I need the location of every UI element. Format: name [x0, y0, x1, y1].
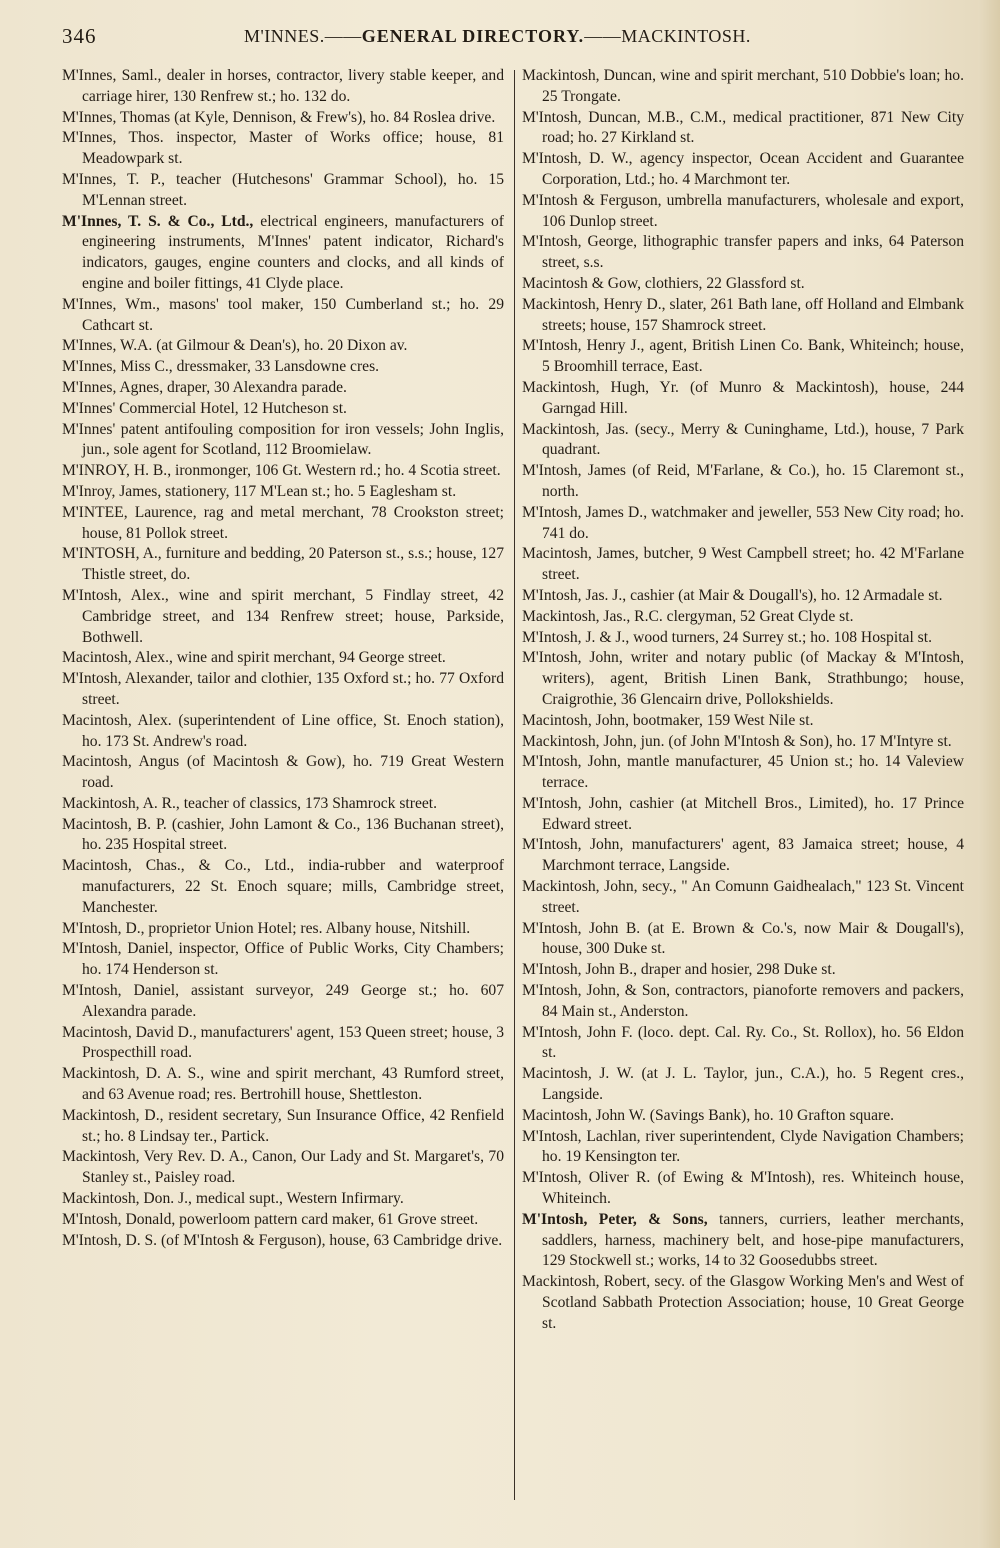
- directory-entry: [522, 544, 964, 586]
- directory-entry: [62, 1023, 504, 1065]
- directory-entry: [522, 66, 964, 108]
- directory-entry: [522, 420, 964, 462]
- right-column: [522, 66, 964, 1335]
- entry-text: M'Intosh, John B., draper and hosier, 298 Duke st.: [522, 961, 836, 979]
- entry-text: Macintosh, Alex., wine and spirit merchant, 94 George street.: [62, 649, 446, 667]
- entry-text: M'INTOSH, A., furniture and bedding, 20 Paterson st., s.s.; house, 127 Thistle street, do.: [62, 545, 504, 584]
- directory-entry: [522, 960, 964, 981]
- entry-text: M'Intosh, John, writer and notary public (of Mackay & M'Intosh, writers), agent, British Linen Bank, Strathbungo; house, Craigrothie, 36 Glencairn drive, Pollokshields.: [522, 649, 964, 708]
- directory-entry: [62, 461, 504, 482]
- entry-bold-name: M'Innes, T. S. & Co., Ltd.,: [62, 212, 254, 230]
- directory-entry: [522, 274, 964, 295]
- entry-text: M'Intosh, John, & Son, contractors, pianoforte removers and packers, 84 Main st., Anderston.: [522, 982, 964, 1020]
- directory-entry: [522, 648, 964, 710]
- entry-text: M'Intosh, Lachlan, river superintendent, Clyde Navigation Chambers; ho. 19 Kensington ter.: [522, 1127, 964, 1166]
- entry-text: M'Innes, Thomas (at Kyle, Dennison, & Frew's), ho. 84 Roslea drive.: [62, 108, 496, 126]
- directory-entry: [62, 378, 504, 399]
- directory-entry: [522, 919, 964, 961]
- page-header: [62, 24, 968, 58]
- entry-text: Mackintosh, A. R., teacher of classics, 173 Shamrock street.: [62, 794, 438, 812]
- entry-text: M'Intosh, Alexander, tailor and clothier, 135 Oxford st.; ho. 77 Oxford street.: [62, 670, 504, 708]
- entry-text: M'Intosh, Alex., wine and spirit merchant, 5 Findlay street, 42 Cambridge street, and 134 Renfrew street; house, Parkside, Bothwell.: [62, 586, 504, 646]
- entry-text: Mackintosh, Jas., R.C. clergyman, 52 Great Clyde st.: [522, 607, 854, 625]
- entry-text: Macintosh, B. P. (cashier, John Lamont & Co., 136 Buchanan street), ho. 235 Hospital street.: [62, 815, 504, 854]
- directory-entry: [62, 482, 504, 503]
- entry-text: M'Intosh, D. S. (of M'Intosh & Ferguson), house, 63 Cambridge drive.: [62, 1231, 503, 1249]
- directory-entry: [62, 170, 504, 212]
- entry-text: M'Intosh, J. & J., wood turners, 24 Surrey st.; ho. 108 Hospital st.: [522, 628, 932, 646]
- entry-text: Mackintosh, Henry D., slater, 261 Bath lane, off Holland and Elmbank streets; house, 157 Shamrock street.: [522, 295, 964, 334]
- directory-entry: [62, 295, 504, 337]
- entry-text: M'Innes, Saml., dealer in horses, contractor, livery stable keeper, and carriage hirer, 130 Renfrew st.; ho. 132 do.: [62, 67, 504, 105]
- directory-entry: [62, 66, 504, 108]
- entry-text: Mackintosh, Hugh, Yr. (of Munro & Mackintosh), house, 244 Garngad Hill.: [522, 378, 964, 417]
- directory-entry: [522, 1272, 964, 1334]
- directory-entry: [62, 648, 504, 669]
- entry-text: M'Innes, Wm., masons' tool maker, 150 Cumberland st.; ho. 29 Cathcart st.: [62, 295, 504, 334]
- entry-text: M'Intosh, George, lithographic transfer papers and inks, 64 Paterson street, s.s.: [522, 233, 964, 272]
- entry-text: Macintosh, Chas., & Co., Ltd., india-rubber and waterproof manufacturers, 22 St. Enoch square; mills, Cambridge street, Manchester.: [62, 857, 504, 916]
- entry-text: M'Intosh, John, manufacturers' agent, 83 Jamaica street; house, 4 Marchmont terrace, Langside.: [522, 836, 964, 875]
- directory-entry: [522, 1168, 964, 1210]
- column-divider: [514, 70, 515, 1500]
- entry-bold-name: M'Intosh, Peter, & Sons,: [522, 1210, 708, 1228]
- entry-text: Mackintosh, John, jun. (of John M'Intosh & Son), ho. 17 M'Intyre st.: [522, 732, 952, 750]
- directory-entry: [62, 981, 504, 1023]
- running-head: [244, 26, 751, 47]
- running-head-center: GENERAL DIRECTORY.: [361, 26, 585, 46]
- directory-entry: [62, 420, 504, 462]
- entry-text: M'Intosh, Daniel, assistant surveyor, 249 George st.; ho. 607 Alexandra parade.: [62, 982, 504, 1020]
- directory-entry: [62, 586, 504, 648]
- entry-text: M'Intosh, Jas. J., cashier (at Mair & Dougall's), ho. 12 Armadale st.: [522, 586, 943, 604]
- entry-text: M'Innes, W.A. (at Gilmour & Dean's), ho. 20 Dixon av.: [62, 337, 408, 355]
- entry-text: electrical engineers, manufacturers of engineering instruments, M'Innes' patent indicator, Richard's indicators, gauges, engine counters and clocks, and all kinds of engine and boiler fittings, 41 Clyde place.: [82, 212, 505, 292]
- directory-entry: [522, 108, 964, 150]
- entry-text: Mackintosh, Don. J., medical supt., Western Infirmary.: [62, 1190, 404, 1208]
- directory-entry: [62, 1064, 504, 1106]
- entry-text: M'Innes, Thos. inspector, Master of Works office; house, 81 Meadowpark st.: [62, 129, 504, 168]
- entry-text: M'Intosh, Donald, powerloom pattern card maker, 61 Grove street.: [62, 1210, 479, 1228]
- directory-entry: [522, 461, 964, 503]
- entry-text: Mackintosh, Jas. (secy., Merry & Cuninghame, Ltd.), house, 7 Park quadrant.: [522, 420, 964, 459]
- entry-text: M'Intosh, John, mantle manufacturer, 45 Union st.; ho. 14 Valeview terrace.: [522, 753, 964, 792]
- entry-text: tanners, curriers, leather merchants, saddlers, harness, machinery belt, and hose-pipe manufacturers, 129 Stockwell st.; works, 14 to 32 Goosedubbs street.: [542, 1210, 964, 1270]
- entry-text: Mackintosh, Duncan, wine and spirit merchant, 510 Dobbie's loan; ho. 25 Trongate.: [522, 67, 964, 105]
- entry-text: M'Intosh, John B. (at E. Brown & Co.'s, now Mair & Dougall's), house, 300 Duke st.: [522, 919, 964, 958]
- directory-entry: [62, 939, 504, 981]
- directory-entry: [62, 1231, 504, 1252]
- directory-entry: [522, 835, 964, 877]
- directory-entry: [62, 357, 504, 378]
- entry-text: M'Intosh, James D., watchmaker and jeweller, 553 New City road; ho. 741 do.: [522, 503, 964, 542]
- entry-text: Macintosh & Gow, clothiers, 22 Glassford st.: [522, 274, 805, 292]
- entry-text: Macintosh, John W. (Savings Bank), ho. 10 Grafton square.: [522, 1106, 895, 1124]
- directory-entry: [62, 399, 504, 420]
- directory-entry: [522, 794, 964, 836]
- directory-entry: [62, 212, 504, 295]
- entry-text: M'Intosh, Henry J., agent, British Linen Co. Bank, Whiteinch; house, 5 Broomhill terrace, East.: [522, 337, 964, 376]
- entry-text: M'INROY, H. B., ironmonger, 106 Gt. Western rd.; ho. 4 Scotia street.: [62, 462, 501, 480]
- directory-entry: [62, 108, 504, 129]
- running-head-right: ——MACKINTOSH.: [584, 26, 751, 46]
- page-edge: [978, 0, 1000, 1548]
- directory-entry: [62, 1147, 504, 1189]
- entry-text: Mackintosh, John, secy., " An Comunn Gaidhealach," 123 St. Vincent street.: [522, 878, 964, 916]
- directory-entry: [522, 336, 964, 378]
- directory-entry: [522, 232, 964, 274]
- directory-entry: [62, 1106, 504, 1148]
- directory-entry: [522, 378, 964, 420]
- directory-entry: [62, 128, 504, 170]
- entry-text: M'Innes, Miss C., dressmaker, 33 Lansdowne cres.: [62, 358, 380, 376]
- entry-text: M'Intosh, Duncan, M.B., C.M., medical practitioner, 871 New City road; ho. 27 Kirkland st.: [522, 108, 964, 147]
- entry-text: Mackintosh, D. A. S., wine and spirit merchant, 43 Rumford street, and 63 Avenue road; res. Bertrohill house, Shettleston.: [62, 1065, 504, 1104]
- directory-entry: [522, 981, 964, 1023]
- entry-text: M'Intosh, James (of Reid, M'Farlane, & Co.), ho. 15 Claremont st., north.: [522, 462, 964, 500]
- entry-text: M'Innes, Agnes, draper, 30 Alexandra parade.: [62, 378, 347, 396]
- directory-entry: [62, 503, 504, 545]
- entry-text: Macintosh, David D., manufacturers' agent, 153 Queen street; house, 3 Prospecthill road.: [62, 1023, 504, 1062]
- directory-entry: [62, 1210, 504, 1231]
- directory-entry: [62, 544, 504, 586]
- directory-entry: [62, 669, 504, 711]
- entry-text: Mackintosh, D., resident secretary, Sun Insurance Office, 42 Renfield st.; ho. 8 Lindsay ter., Partick.: [62, 1106, 504, 1145]
- directory-entry: [522, 1023, 964, 1065]
- page-number: 346: [62, 24, 97, 48]
- directory-entry: [522, 877, 964, 919]
- entry-text: M'Intosh, John F. (loco. dept. Cal. Ry. Co., St. Rollox), ho. 56 Eldon st.: [522, 1023, 964, 1062]
- entry-text: M'Intosh, John, cashier (at Mitchell Bros., Limited), ho. 17 Prince Edward street.: [522, 794, 964, 833]
- entry-text: M'Inroy, James, stationery, 117 M'Lean st.; ho. 5 Eaglesham st.: [62, 482, 457, 500]
- directory-entry: [62, 711, 504, 753]
- entry-text: M'INTEE, Laurence, rag and metal merchant, 78 Crookston street; house, 81 Pollok street.: [62, 503, 504, 542]
- entry-text: M'Innes' patent antifouling composition for iron vessels; John Inglis, jun., sole agent for Scotland, 112 Broomielaw.: [62, 420, 504, 459]
- entry-text: Mackintosh, Very Rev. D. A., Canon, Our Lady and St. Margaret's, 70 Stanley st., Paisley road.: [62, 1148, 504, 1187]
- entry-text: Macintosh, Alex. (superintendent of Line office, St. Enoch station), ho. 173 St. Andrew's road.: [62, 711, 504, 750]
- directory-entry: [522, 1106, 964, 1127]
- directory-entry: [62, 1189, 504, 1210]
- directory-entry: [522, 732, 964, 753]
- entry-text: M'Innes' Commercial Hotel, 12 Hutcheson st.: [62, 399, 347, 417]
- directory-entry: [522, 149, 964, 191]
- directory-entry: [522, 1127, 964, 1169]
- directory-entry: [522, 607, 964, 628]
- directory-entry: [62, 919, 504, 940]
- directory-entry: [62, 336, 504, 357]
- entry-text: M'Intosh, D., proprietor Union Hotel; res. Albany house, Nitshill.: [62, 919, 471, 937]
- entry-text: Macintosh, John, bootmaker, 159 West Nile st.: [522, 711, 814, 729]
- entry-text: Macintosh, James, butcher, 9 West Campbell street; ho. 42 M'Farlane street.: [522, 545, 964, 584]
- directory-entry: [522, 711, 964, 732]
- directory-entry: [522, 1064, 964, 1106]
- entry-text: M'Intosh, Oliver R. (of Ewing & M'Intosh), res. Whiteinch house, Whiteinch.: [522, 1169, 964, 1208]
- left-column: [62, 66, 504, 1251]
- entry-text: Mackintosh, Robert, secy. of the Glasgow Working Men's and West of Scotland Sabbath Protection Association; house, 10 Great George st.: [522, 1273, 964, 1332]
- directory-entry: [62, 794, 504, 815]
- directory-entry: [522, 295, 964, 337]
- directory-entry: [62, 856, 504, 918]
- entry-text: M'Intosh & Ferguson, umbrella manufacturers, wholesale and export, 106 Dunlop street.: [522, 191, 964, 230]
- entry-text: M'Intosh, Daniel, inspector, Office of Public Works, City Chambers; ho. 174 Henderson st.: [62, 940, 504, 979]
- entry-text: Macintosh, J. W. (at J. L. Taylor, jun., C.A.), ho. 5 Regent cres., Langside.: [522, 1065, 964, 1104]
- directory-entry: [522, 191, 964, 233]
- directory-entry: [522, 752, 964, 794]
- entry-text: M'Innes, T. P., teacher (Hutchesons' Grammar School), ho. 15 M'Lennan street.: [62, 170, 504, 209]
- directory-entry: [62, 752, 504, 794]
- entry-text: Macintosh, Angus (of Macintosh & Gow), ho. 719 Great Western road.: [62, 753, 504, 792]
- entry-text: M'Intosh, D. W., agency inspector, Ocean Accident and Guarantee Corporation, Ltd.; ho. 4 Marchmont ter.: [522, 150, 964, 188]
- directory-entry: [62, 815, 504, 857]
- running-head-left: M'INNES.——: [244, 26, 362, 46]
- directory-entry: [522, 503, 964, 545]
- directory-entry: [522, 586, 964, 607]
- directory-entry: [522, 628, 964, 649]
- directory-entry: [522, 1210, 964, 1272]
